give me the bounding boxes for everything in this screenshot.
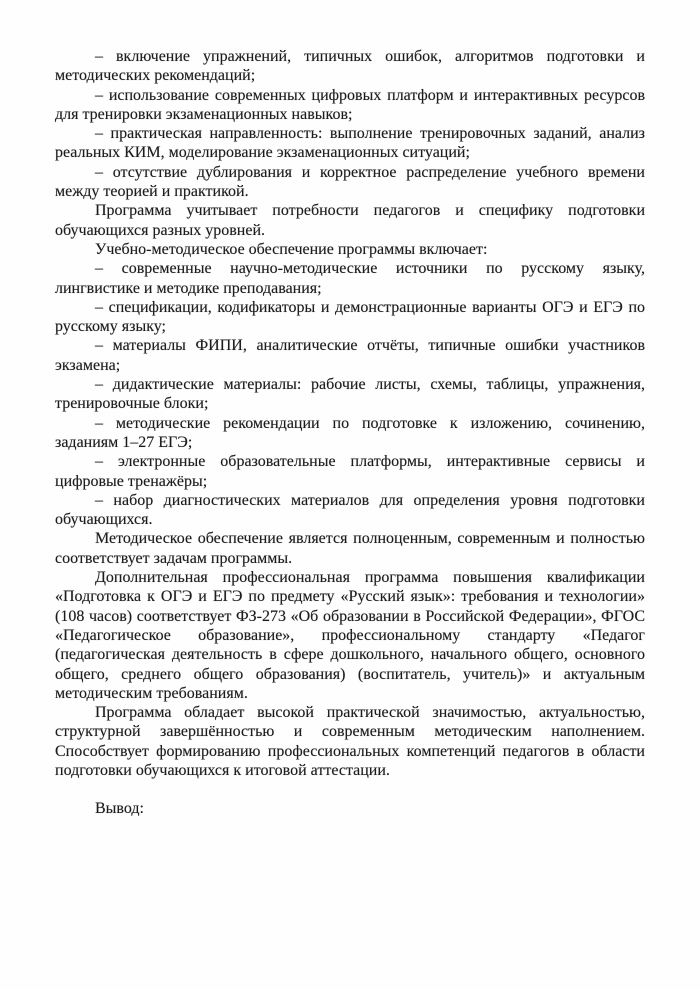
paragraph: Программа учитывает потребности педагогов и специфику подготовки обучающихся разных уровней. (55, 202, 645, 239)
paragraph: Дополнительная профессиональная программа повышения квалификации «Подготовка к ОГЭ и ЕГЭ по предмету «Русский язык»: требования и технологии» (108 часов) соответствует ФЗ-273 «Об образовании в Российской Федерации», ФГОС «Педагогическое образование», профессиональному стандарту «Педагог (педагогическая деятельность в сфере дошкольного, начального общего, основного общего, среднего общего образования) (воспитатель, учитель)» и актуальным методическим требованиям. (55, 569, 645, 702)
paragraph: – включение упражнений, типичных ошибок, алгоритмов подготовки и методических рекомендаций; (55, 48, 645, 85)
paragraph: – современные научно-методические источники по русскому языку, лингвистике и методике преподавания; (55, 260, 645, 297)
paragraph: – материалы ФИПИ, аналитические отчёты, типичные ошибки участников экзамена; (55, 337, 645, 374)
paragraph: – методические рекомендации по подготовке к изложению, сочинению, заданиям 1–27 ЕГЭ; (55, 414, 645, 451)
paragraph: – дидактические материалы: рабочие листы, схемы, таблицы, упражнения, тренировочные блоки; (55, 376, 645, 413)
paragraph: Программа обладает высокой практической значимостью, актуальностью, структурной завершённостью и современным методическим наполнением. Способствует формированию профессиональных компетенций педагогов в области подготовки обучающихся к итоговой аттестации. (55, 704, 645, 779)
paragraph: – набор диагностических материалов для определения уровня подготовки обучающихся. (55, 491, 645, 529)
paragraph: – использование современных цифровых платформ и интерактивных ресурсов для тренировки экзаменационных навыков; (55, 86, 645, 123)
paragraph: – отсутствие дублирования и корректное распределение учебного времени между теорией и практикой. (55, 163, 645, 201)
paragraph: – электронные образовательные платформы, интерактивные сервисы и цифровые тренажёры; (55, 453, 645, 490)
paragraph: – спецификации, кодификаторы и демонстрационные варианты ОГЭ и ЕГЭ по русскому языку; (55, 298, 645, 336)
document-body (55, 47, 645, 819)
conclusion-label: Вывод: (95, 800, 144, 818)
paragraph: – практическая направленность: выполнение тренировочных заданий, анализ реальных КИМ, моделирование экзаменационных ситуаций; (55, 125, 645, 162)
paragraph: Учебно-методическое обеспечение программы включает: (95, 240, 488, 258)
paragraph: Методическое обеспечение является полноценным, современным и полностью соответствует задачам программы. (55, 530, 645, 567)
